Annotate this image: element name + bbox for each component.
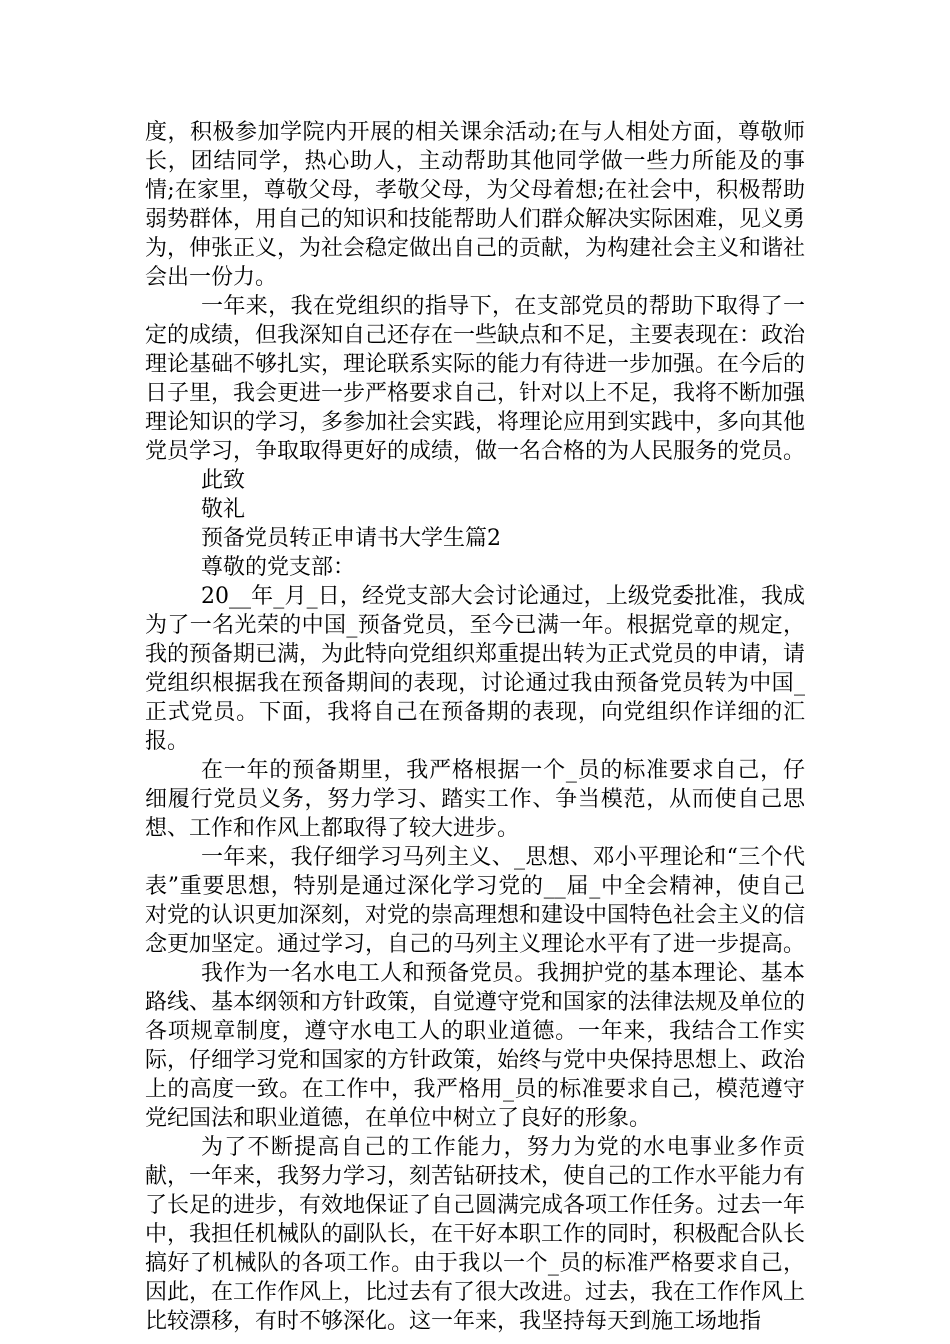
section-title: 预备党员转正申请书大学生篇2 [201, 526, 501, 551]
closing-jingli: 敬礼 [201, 497, 246, 522]
paragraph-summary: 一年来，我在党组织的指导下，在支部党员的帮助下取得了一定的成绩，但我深知自己还存在一些缺点和不足，主要表现在：政治理论基础不够扎实，理论联系实际的能力有待进一步加强。在今后的日子里，我会更进一步严格要求自己，针对以上不足，我将不断加强理论知识的学习，多参加社会实践，将理论应用到实践中，多向其他党员学习，争取取得更好的成绩，做一名合格的为人民服务的党员。 [145, 294, 806, 464]
paragraph-intro: 20__年_月_日，经党支部大会讨论通过，上级党委批准，我成为了一名光荣的中国_预备党员，至今已满一年。根据党章的规定，我的预备期已满，为此特向党组织郑重提出转为正式党员的申请，请党组织根据我在预备期间的表现，讨论通过我由预备党员转为中国_正式党员。下面，我将自己在预备期的表现，向党组织作详细的汇报。 [145, 584, 806, 754]
salutation: 尊敬的党支部： [201, 555, 356, 580]
closing-cizhi: 此致 [201, 468, 246, 493]
paragraph-ability: 为了不断提高自己的工作能力，努力为党的水电事业多作贡献，一年来，我努力学习，刻苦钻研技术，使自己的工作水平能力有了长足的进步，有效地保证了自己圆满完成各项工作任务。过去一年中，我担任机械队的副队长，在干好本职工作的同时，积极配合队长搞好了机械队的各项工作。由于我以一个_员的标准严格要求自己，因此，在工作作风上，比过去有了很大改进。过去，我在工作作风上比较漂移，有时不够深化。这一年来，我坚持每天到施工场地指 [145, 1135, 806, 1334]
paragraph-work: 我作为一名水电工人和预备党员。我拥护党的基本理论、基本路线、基本纲领和方针政策，自觉遵守党和国家的法律法规及单位的各项规章制度，遵守水电工人的职业道德。一年来，我结合工作实际，仔细学习党和国家的方针政策，始终与党中央保持思想上、政治上的高度一致。在工作中，我严格用_员的标准要求自己，模范遵守党纪国法和职业道德，在单位中树立了良好的形象。 [145, 961, 806, 1131]
document-body [145, 118, 805, 1336]
paragraph-probation: 在一年的预备期里，我严格根据一个_员的标准要求自己，仔细履行党员义务，努力学习、踏实工作、争当模范，从而使自己思想、工作和作风上都取得了较大进步。 [145, 758, 805, 841]
paragraph-continuation: 度，积极参加学院内开展的相关课余活动;在与人相处方面，尊敬师长，团结同学，热心助人，主动帮助其他同学做一些力所能及的事情;在家里，尊敬父母，孝敬父母，为父母着想;在社会中，积极帮助弱势群体，用自己的知识和技能帮助人们群众解决实际困难，见义勇为，伸张正义，为社会稳定做出自己的贡献，为构建社会主义和谐社会出一份力。 [145, 120, 806, 290]
paragraph-study: 一年来，我仔细学习马列主义、_思想、邓小平理论和“三个代表”重要思想，特别是通过深化学习党的__届_中全会精神，使自己对党的认识更加深刻，对党的崇高理想和建设中国特色社会主义的信念更加坚定。通过学习，自己的马列主义理论水平有了进一步提高。 [145, 845, 806, 957]
